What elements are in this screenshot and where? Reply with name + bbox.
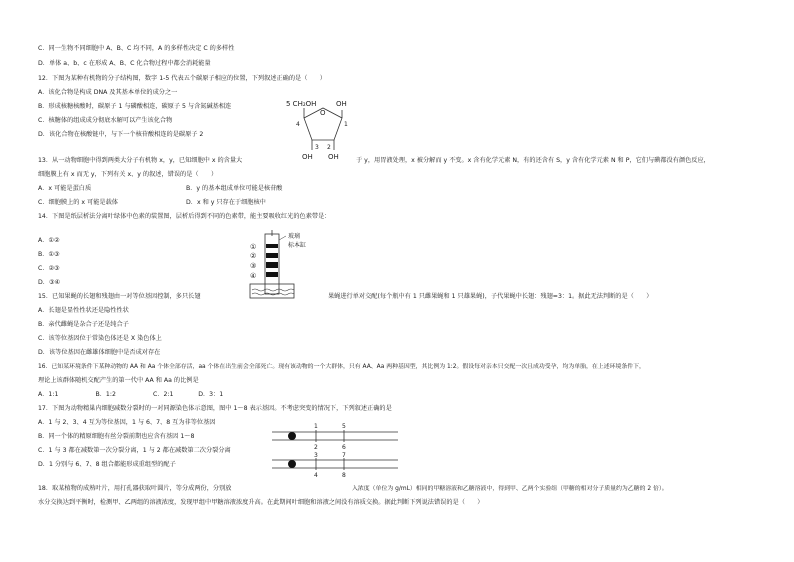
carbon-3-label: 3 [315, 144, 319, 151]
jar-label: 标本缸 [288, 242, 307, 249]
chromatography-apparatus-figure [232, 228, 332, 302]
question-18-line2: 水分交换达到平衡时，检测甲、乙两组的溶液浓度，发现甲组中甲糖溶液浓度升高。在此期间叶细胞和溶液之间没有溶质交换。据此判断下列说法错误的是（ ） [38, 499, 484, 506]
oh-label: OH [302, 153, 313, 161]
option-c-line: C．同一生物不同细胞中 A、B、C 均不同，A 的多样性决定 C 的多样性 [38, 45, 235, 52]
q17-option-b: B．同一个体的精原细胞有丝分裂前期也应含有基因 1～8 [38, 433, 195, 440]
centromere [288, 460, 296, 468]
question-14: 14．下图是纸层析法分离叶绿体中色素的装置图，层析后得到不同的色素带，能主要吸收红光的色素带是： [38, 213, 331, 220]
gene-label-6: 6 [342, 444, 346, 451]
gene-label-8: 8 [342, 472, 346, 479]
q17-option-a: A．1 与 2、3、4 互为等位基因，1 与 6、7、8 互为非等位基因 [38, 419, 216, 426]
q16-options: A．1:1 B．1:2 C．2:1 D．3：1 [38, 391, 224, 398]
q17-option-d: D．1 分别与 6、7、8 组合都能形成重组型的配子 [38, 461, 176, 468]
glass-label: 玻璃 [288, 233, 301, 240]
question-13: 13．从一动物细胞中得到两类大分子有机物 x，y，已知细胞中 x 的含量大 [38, 157, 243, 164]
oh-label: OH [336, 100, 347, 108]
q12-option-b: B．形成核糖核酸时，碳原子 1 与磷酸相连，碳原子 5 与含氮碱基相连 [38, 103, 232, 110]
q15-option-b: B．亲代雌蝇是杂合子还是纯合子 [38, 321, 129, 328]
gene-label-3: 3 [314, 452, 318, 459]
pigment-band [266, 244, 278, 248]
pigment-band [266, 262, 278, 268]
gene-label-7: 7 [342, 452, 346, 459]
q13-option-d: D．x 和 y 只存在于细胞核中 [186, 199, 266, 206]
q15-option-d: D．该等位基因在雌雄体细胞中是否成对存在 [38, 349, 161, 356]
carbon-4-label: 4 [296, 121, 300, 128]
question-13-continued: 于 y，用胃液处理，x 被分解而 y 不变。x 含有化学元素 N，有的还含有 S，y 含有化学元素 N 和 P，它们与碘都没有颜色反应， [356, 157, 710, 164]
gene-label-4: 4 [314, 472, 318, 479]
ch2oh-label: 5 CH₂OH [286, 100, 317, 108]
gene-label-1: 1 [314, 423, 318, 430]
carbon-1-label: 1 [344, 121, 348, 128]
q14-option-d: D．③④ [38, 279, 61, 286]
band-label-3: ③ [250, 262, 257, 270]
homologous-chromosome-figure [270, 422, 400, 482]
question-17: 17．下图为动物精巢内细胞减数分裂时的一对同源染色体示意图，图中 1～8 表示基因。不考虑突变的情况下，下列叙述正确的是 [38, 405, 392, 412]
q12-option-c: C．核糖体的组成成分彻底水解可以产生该化合物 [38, 117, 173, 124]
question-16-line2: 理论上该群体随机交配产生的第一代中 AA 和 Aa 的比例是 [38, 377, 199, 384]
gene-label-2: 2 [314, 444, 318, 451]
question-18-continued: 入浓度（单位为 g/mL）相同的甲糖溶液和乙糖溶液中，得到甲、乙两个实验组（甲糖的相对分子质量约为乙糖的 2 倍）。 [352, 486, 668, 492]
pigment-band [266, 272, 278, 277]
q14-option-b: B．①③ [38, 251, 60, 258]
q13-option-c: C．细胞膜上的 x 可能是载体 [38, 199, 118, 206]
q13-option-b: B．y 的基本组成单位可能是核苷酸 [186, 185, 283, 192]
q12-option-a: A．该化合物是构成 DNA 及其基本单位的成分之一 [38, 89, 178, 96]
q15-option-a: A．长翅是显性性状还是隐性性状 [38, 307, 129, 314]
gene-label-5: 5 [342, 423, 346, 430]
question-12: 12．下图为某种有机物的分子结构图，数字 1-5 代表五个碳原子相应的位置，下列叙述正确的是（ ） [38, 75, 326, 82]
band-label-2: ② [250, 252, 257, 260]
ribose-structure-figure [282, 96, 364, 162]
oh-label: OH [328, 153, 339, 161]
q17-option-c: C．1 与 3 都在减数第一次分裂分离，1 与 2 都在减数第二次分裂分离 [38, 447, 231, 454]
q14-option-c: C．②③ [38, 265, 60, 272]
q15-option-c: C．该等位基因位于常染色体还是 X 染色体上 [38, 335, 162, 342]
question-15: 15．已知果蝇的长翅和残翅由一对等位基因控制，多只长翅 [38, 293, 201, 300]
band-label-4: ④ [250, 272, 257, 280]
option-d-line: D．单体 a、b、c 在形成 A、B、C 化合物过程中都会消耗能量 [38, 60, 211, 67]
q14-option-a: A．①② [38, 237, 60, 244]
band-label-1: ① [250, 243, 257, 251]
question-13-line2: 细胞膜上有 x 而无 y，下列有关 x、y 的叙述，错误的是（ ） [38, 171, 218, 178]
question-15-continued: 果蝇进行单对交配(每个瓶中有 1 只雌果蝇和 1 只雄果蝇)，子代果蝇中长翅：残翅=3：1。据此无法判断的是（ ） [328, 293, 653, 300]
q13-option-a: A．x 可能是蛋白质 [38, 185, 92, 192]
centromere [288, 432, 296, 440]
question-16: 16．已知某环境条件下某种动物的 AA 和 Aa 个体全部存活，aa 个体在出生前会全部死亡。现有该动物的一个大群体，只有 AA、Aa 两种基因型，其比例为 1:2。假设每对亲本只交配一次且成功受孕，均为单胎，在上述环境条件下， [38, 364, 645, 370]
q12-option-d: D．该化合物在核酸链中，与下一个核苷酸相连的是碳原子 2 [38, 131, 204, 138]
question-18: 18．取某植物的成熟叶片，用打孔器获取叶圆片，等分成两份，分别放 [38, 485, 232, 492]
ring-oxygen-label: O [320, 109, 326, 117]
carbon-2-label: 2 [327, 144, 331, 151]
pigment-band [266, 253, 278, 258]
